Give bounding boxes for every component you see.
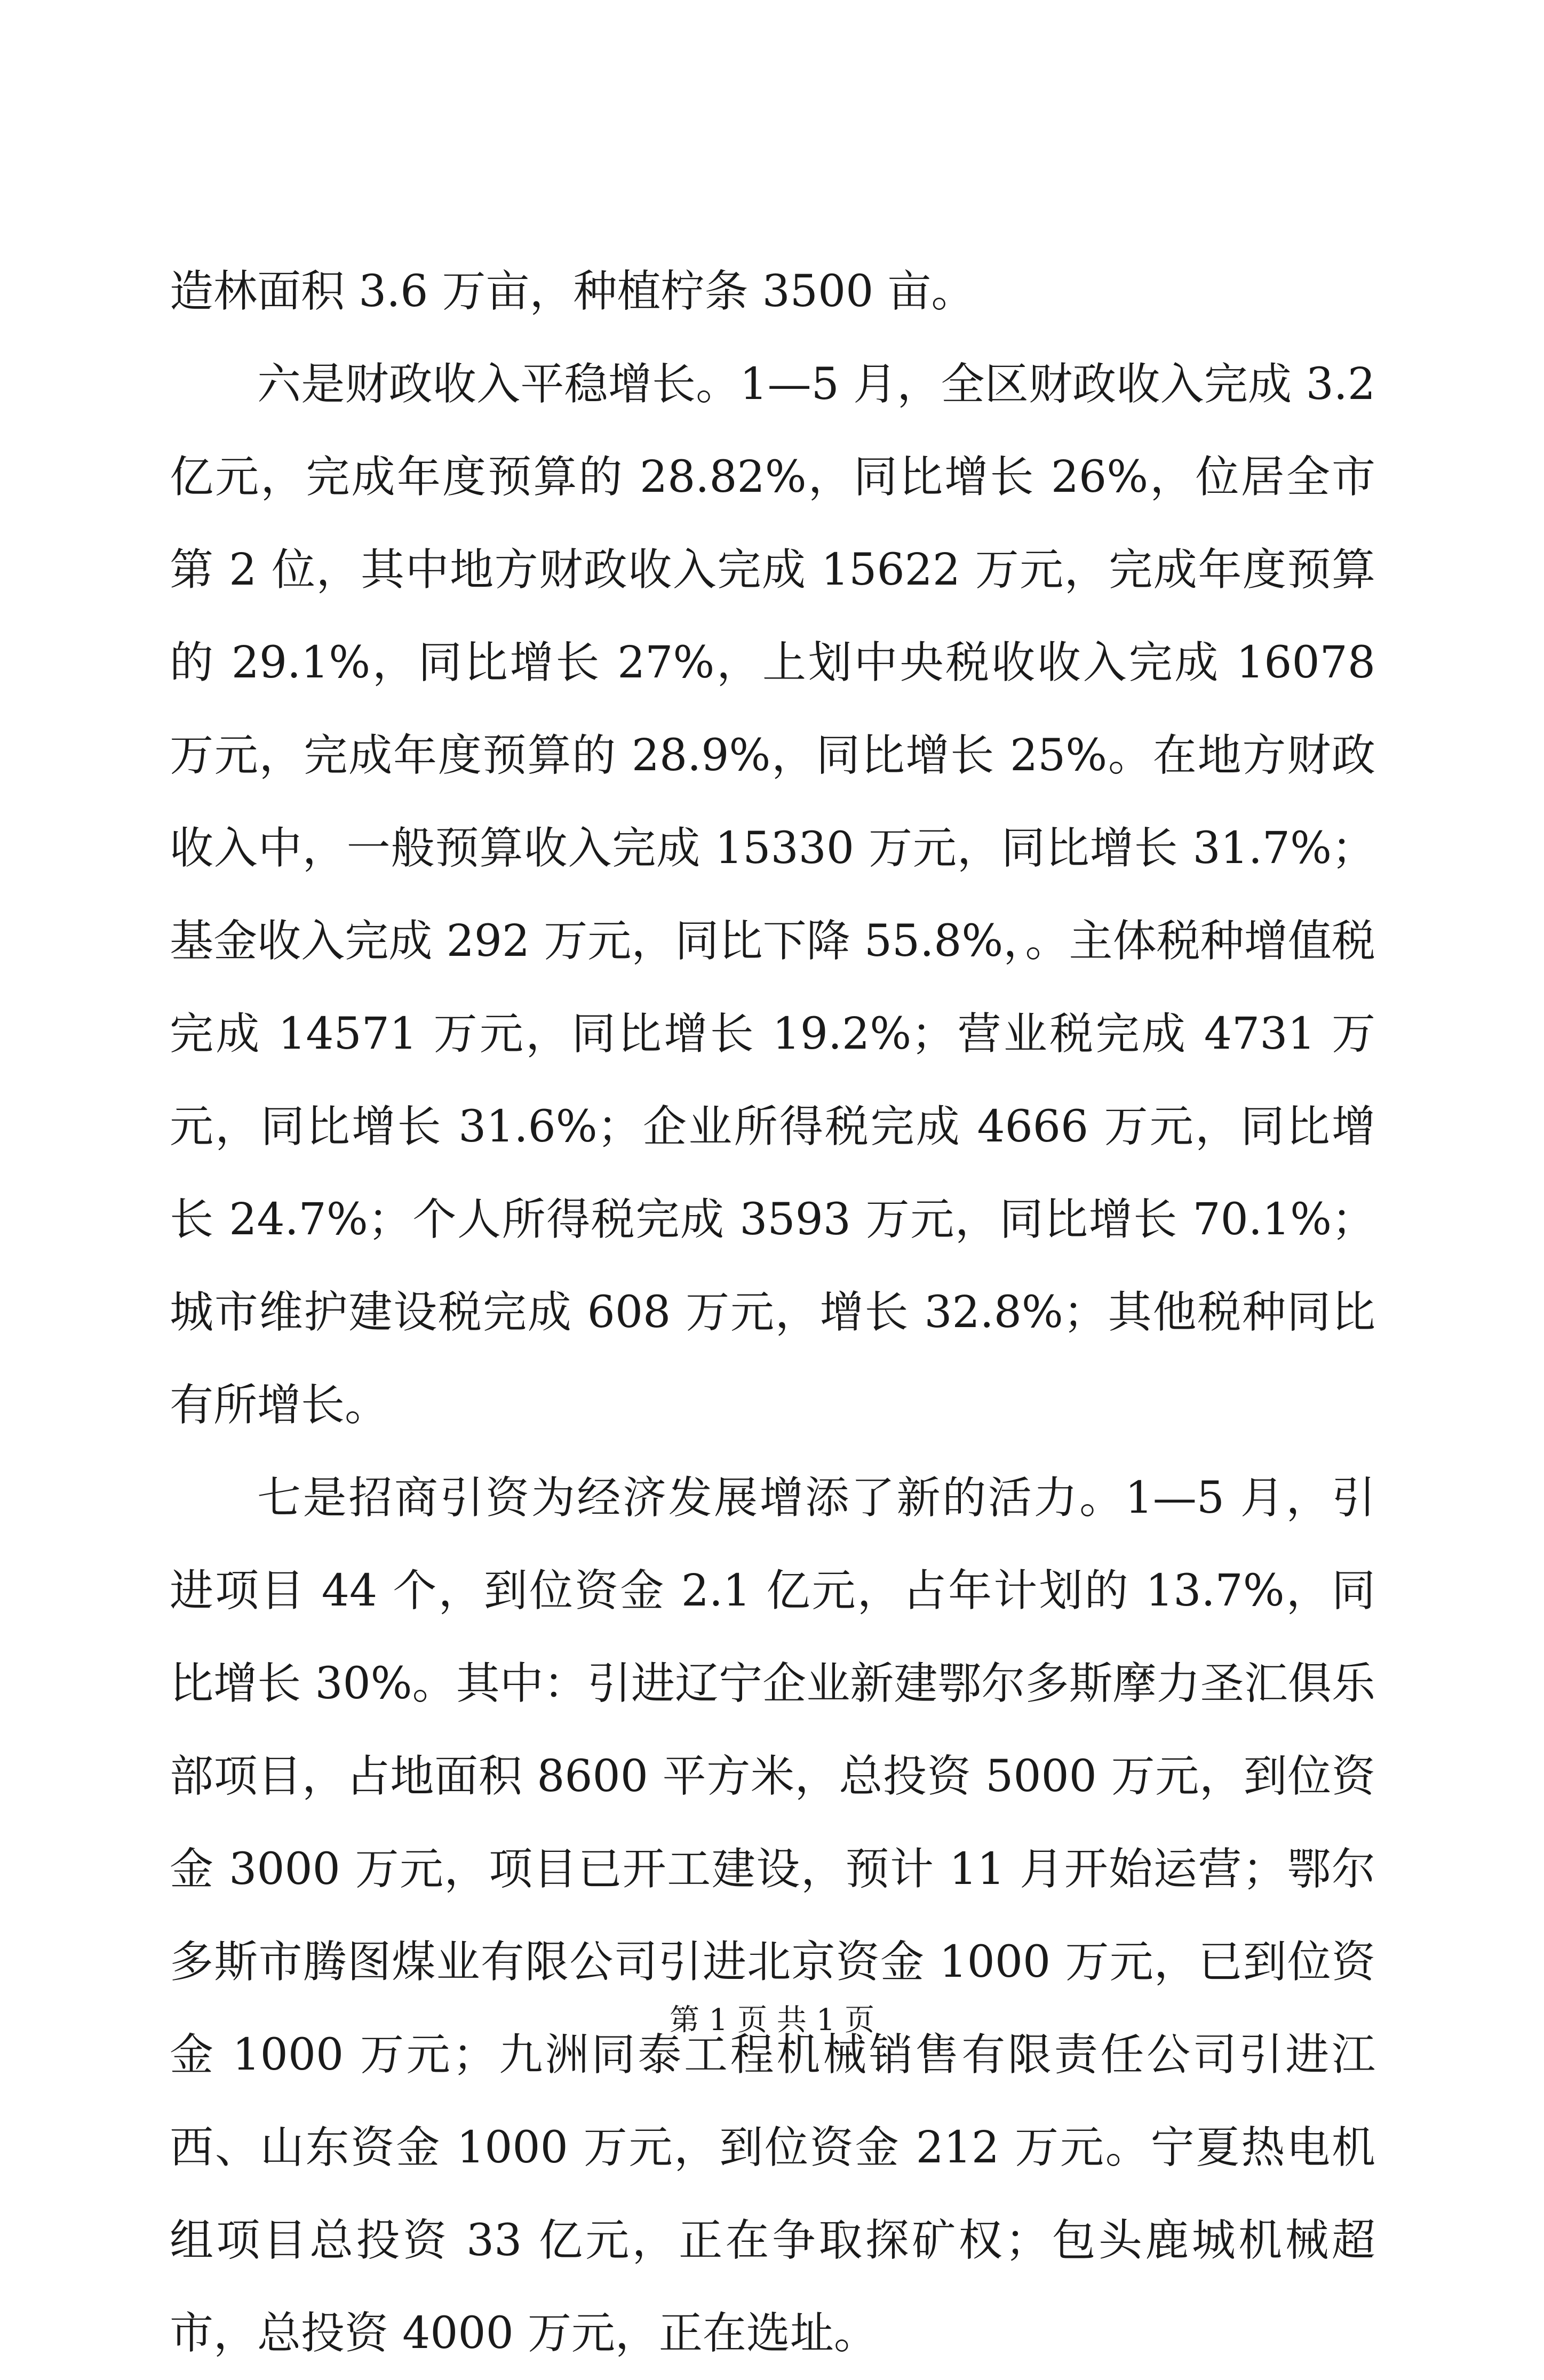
paragraph-fiscal-revenue: 六是财政收入平稳增长。1—5 月，全区财政收入完成 3.2 亿元，完成年度预算的 28.82%，同比增长 26%，位居全市第 2 位，其中地方财政收入完成 15622 万元，完成年度预算的 29.1%，同比增长 27%，上划中央税收收入完成 16078 万元，完成年度预算的 28.9%，同比增长 25%。在地方财政收入中，一般预算收入完成 15330 万元，同比增长 31.7%；基金收入完成 292 万元，同比下降 55.8%，。主体税种增值税完成 14571 万元，同比增长 19.2%；营业税完成 4731 万元，同比增长 31.6%；企业所得税完成 4666 万元，同比增长 24.7%；个人所得税完成 3593 万元，同比增长 70.1%；城市维护建设税完成 608 万元，增长 32.8%；其他税种同比有所增长。 xyxy=(170,359,1375,1431)
paragraph-investment: 七是招商引资为经济发展增添了新的活力。1—5 月，引进项目 44 个，到位资金 2.1 亿元，占年计划的 13.7%，同比增长 30%。其中：引进辽宁企业新建鄂尔多斯摩力圣汇俱乐部项目，占地面积 8600 平方米，总投资 5000 万元，到位资金 3000 万元，项目已开工建设，预计 11 月开始运营；鄂尔多斯市腾图煤业有限公司引进北京资金 1000 万元，已到位资金 1000 万元；九洲同泰工程机械销售有限责任公司引进江西、山东资金 1000 万元，到位资金 212 万元。宁夏热电机组项目总投资 33 亿元，正在争取探矿权；包头鹿城机械超市，总投资 4000 万元，正在选址。 xyxy=(170,1473,1375,2359)
paragraph-continuation: 造林面积 3.6 万亩，种植柠条 3500 亩。 xyxy=(170,266,975,317)
document-body xyxy=(170,245,1375,2380)
page-footer: 第 1 页 共 1 页 xyxy=(669,2003,875,2038)
